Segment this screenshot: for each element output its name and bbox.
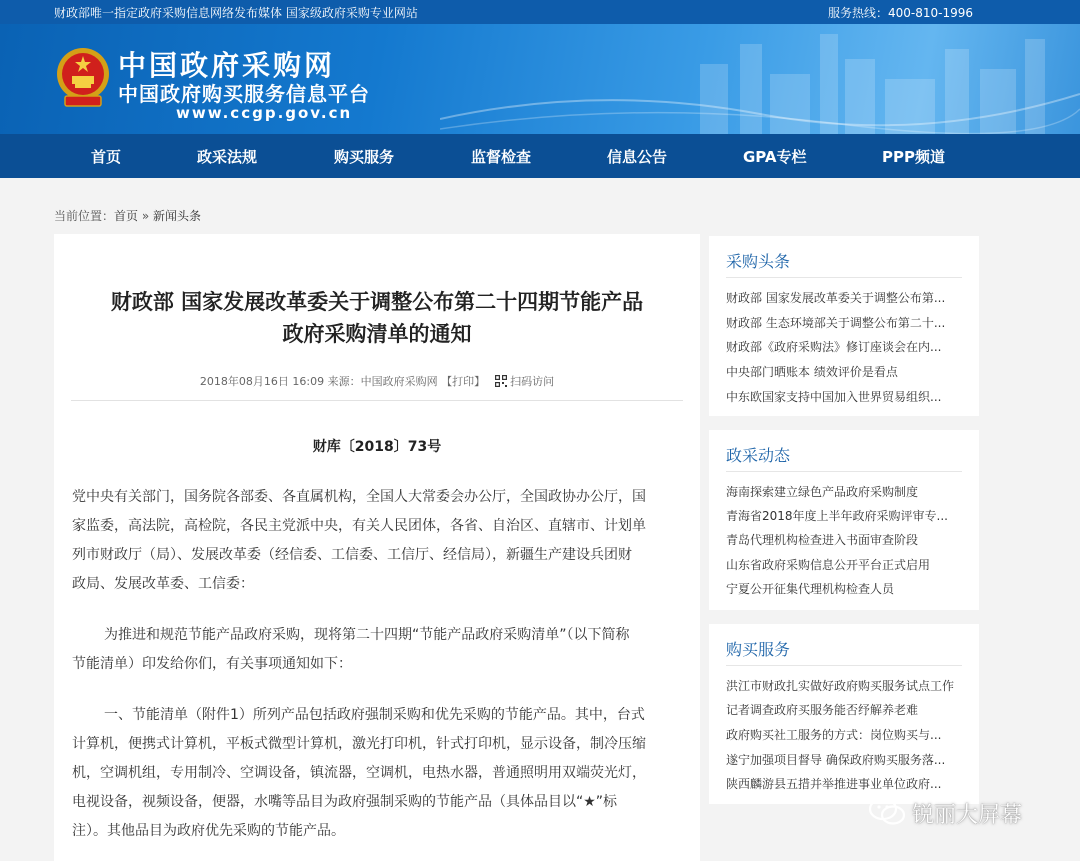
article-divider — [71, 400, 683, 401]
site-url: www.ccgp.gov.cn — [176, 104, 353, 122]
panel-procurement-headlines — [709, 236, 979, 416]
news-link[interactable]: 青海省2018年度上半年政府采购评审专... — [726, 509, 948, 523]
site-title: 中国政府采购网 — [118, 49, 336, 82]
paragraph-1-line: 列市财政厅（局）、发展改革委（经信委、工信委、工信厅、经信局），新疆生产建设兵团财 — [72, 547, 632, 563]
document-number: 财库〔2018〕73号 — [312, 439, 442, 455]
site-subtitle: 中国政府购买服务信息平台 — [118, 82, 370, 106]
site-slogan: 财政部唯一指定政府采购信息网络发布媒体 国家级政府采购专业网站 — [54, 6, 418, 20]
paragraph-1-line: 家监委，高法院，高检院，各民主党派中央，有关人民团体，各省、自治区、直辖市、计划单 — [72, 518, 646, 534]
headline-link[interactable]: 财政部 生态环境部关于调整公布第二十... — [726, 316, 946, 330]
wechat-icon — [868, 796, 906, 826]
panel-procurement-news — [709, 430, 979, 610]
paragraph-3-line: 电视设备，视频设备，便器，水嘴等品目为政府强制采购的节能产品（具体品目以“★”标 — [72, 794, 618, 810]
nav-item-gpa[interactable]: GPA专栏 — [743, 148, 807, 166]
panel-title: 采购头条 — [726, 252, 791, 271]
service-link[interactable]: 陕西麟游县五措并举推进事业单位政府... — [726, 777, 942, 791]
news-link[interactable]: 宁夏公开征集代理机构检查人员 — [726, 582, 895, 596]
news-link[interactable]: 青岛代理机构检查进入书面审查阶段 — [726, 533, 919, 547]
service-link[interactable]: 洪江市财政扎实做好政府购买服务试点工作 — [726, 679, 955, 693]
nav-item-home[interactable]: 首页 — [91, 148, 122, 166]
breadcrumb-home[interactable]: 首页 — [114, 209, 139, 223]
headline-link[interactable]: 财政部《政府采购法》修订座谈会在内... — [726, 340, 942, 354]
paragraph-2-line: 节能清单）印发给你们，有关事项通知如下： — [72, 656, 352, 672]
headline-link[interactable]: 财政部 国家发展改革委关于调整公布第... — [726, 291, 946, 305]
article-source[interactable]: 中国政府采购网 — [360, 375, 438, 388]
site-banner — [0, 24, 1080, 134]
scan-to-visit-link[interactable]: 扫码访问 — [510, 375, 555, 388]
panel-divider — [726, 277, 962, 278]
paragraph-3-line: 计算机，便携式计算机，平板式微型计算机，激光打印机，针式打印机，显示设备，制冷压缩 — [72, 736, 646, 752]
service-hotline: 服务热线：400-810-1996 — [828, 6, 974, 20]
paragraph-3-line: 一、节能清单（附件1）所列产品包括政府强制采购和优先采购的节能产品。其中，台式 — [104, 707, 645, 723]
national-emblem-icon — [55, 46, 111, 108]
news-link[interactable]: 海南探索建立绿色产品政府采购制度 — [726, 485, 919, 499]
headline-link[interactable]: 中央部门晒账本 绩效评价是看点 — [726, 365, 898, 379]
panel-title: 购买服务 — [726, 640, 791, 659]
nav-item-purchase-services[interactable]: 购买服务 — [334, 148, 395, 166]
banner-decoration — [440, 24, 1080, 134]
paragraph-1-line: 党中央有关部门，国务院各部委、各直属机构，全国人大常委会办公厅，全国政协办公厅，国 — [72, 489, 646, 505]
watermark-text: 锐丽大屏幕 — [912, 803, 1023, 828]
article-title-line-2: 政府采购清单的通知 — [282, 322, 472, 346]
panel-title: 政采动态 — [726, 446, 791, 465]
paragraph-2-line: 为推进和规范节能产品政府采购，现将第二十四期“节能产品政府采购清单”（以下简称 — [104, 627, 630, 643]
print-link[interactable]: 【打印】 — [441, 375, 486, 388]
nav-item-announcements[interactable]: 信息公告 — [607, 148, 668, 166]
headline-link[interactable]: 中东欧国家支持中国加入世界贸易组织... — [726, 390, 942, 404]
panel-purchase-services — [709, 624, 979, 804]
panel-divider — [726, 665, 962, 666]
qr-code-icon[interactable] — [495, 375, 507, 387]
article-title-line-1: 财政部 国家发展改革委关于调整公布第二十四期节能产品 — [110, 290, 644, 314]
service-link[interactable]: 记者调查政府买服务能否纾解养老难 — [726, 703, 919, 717]
top-bar — [0, 0, 1080, 24]
paragraph-3-line: 注）。其他品目为政府优先采购的节能产品。 — [72, 823, 345, 839]
breadcrumb — [54, 207, 201, 224]
article — [54, 234, 700, 861]
paragraph-3-line: 机，空调机组，专用制冷、空调设备，镇流器，空调机，电热水器，普通照明用双端荧光灯， — [72, 765, 646, 781]
nav-item-ppp[interactable]: PPP频道 — [882, 148, 945, 166]
service-link[interactable]: 政府购买社工服务的方式：岗位购买与... — [726, 728, 942, 742]
article-date: 2018年08月16日 16:09 来源： — [199, 375, 361, 388]
panel-divider — [726, 471, 962, 472]
news-link[interactable]: 山东省政府采购信息公开平台正式启用 — [726, 558, 931, 572]
breadcrumb-separator: » — [141, 209, 150, 223]
article-meta — [54, 373, 700, 389]
nav-item-supervision[interactable]: 监督检查 — [471, 148, 532, 166]
nav-item-regulations[interactable]: 政采法规 — [197, 148, 258, 166]
breadcrumb-current[interactable]: 新闻头条 — [153, 209, 202, 223]
paragraph-1-line: 政局、发展改革委、工信委： — [72, 576, 254, 592]
service-link[interactable]: 遂宁加强项目督导 确保政府购买服务落... — [726, 753, 946, 767]
breadcrumb-prefix: 当前位置： — [54, 209, 115, 223]
main-nav — [0, 134, 1080, 178]
